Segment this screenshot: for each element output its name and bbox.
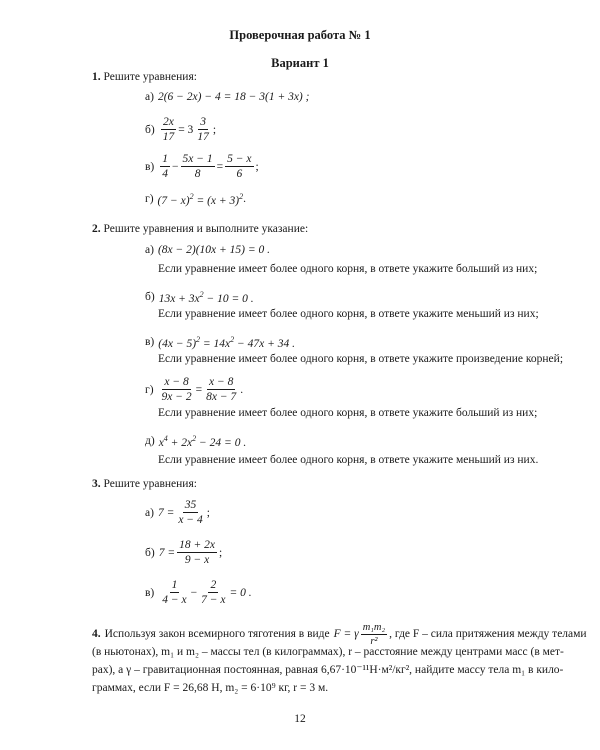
task-2g bbox=[145, 376, 243, 403]
task-1b-mid: = 3 bbox=[178, 123, 194, 136]
eq-part: x bbox=[158, 436, 164, 449]
eq-part: 13x + 3x bbox=[158, 292, 200, 305]
task-2a-note: Если уравнение имеет более одного корня, в ответе укажите больший из них; bbox=[158, 263, 538, 275]
task-4-number: 4. bbox=[92, 627, 101, 640]
task-1v-fraction-3 bbox=[225, 153, 253, 180]
fraction-numerator: 1 bbox=[170, 579, 180, 593]
task-1g-end: . bbox=[243, 193, 246, 206]
task-2a-label: а) bbox=[145, 244, 154, 256]
task-2v-equation bbox=[158, 335, 295, 350]
fraction-numerator: 5x − 1 bbox=[181, 153, 215, 167]
task-2v-label: в) bbox=[145, 336, 155, 349]
exponent: 4 bbox=[163, 434, 168, 443]
task-1g bbox=[145, 192, 246, 207]
task-3b-fraction bbox=[177, 539, 217, 566]
task-3b-label: б) bbox=[145, 546, 155, 559]
task-1v-fraction-2 bbox=[181, 153, 215, 180]
task-1v-end: ; bbox=[255, 160, 259, 173]
fraction-numerator: x − 8 bbox=[162, 376, 190, 390]
task-3b-end: ; bbox=[218, 546, 223, 559]
task-3-heading bbox=[92, 478, 197, 490]
task-1v bbox=[145, 153, 259, 180]
task-1a-label: а) bbox=[145, 91, 154, 103]
fraction-denominator: x − 4 bbox=[178, 514, 203, 527]
fraction-numerator: 18 + 2x bbox=[177, 539, 217, 553]
task-4-formula-left: F = γ bbox=[333, 627, 359, 640]
exponent: 2 bbox=[192, 434, 197, 443]
task-2d-note: Если уравнение имеет более одного корня, в ответе укажите меньший из них. bbox=[158, 454, 539, 466]
task-2b-note: Если уравнение имеет более одного корня, в ответе укажите меньший из них; bbox=[158, 308, 539, 320]
task-1v-op: − bbox=[172, 160, 179, 173]
task-2d-equation bbox=[159, 434, 247, 449]
task-2g-fraction-2 bbox=[204, 376, 238, 403]
task-4-line-1-a: Используя закон всемирного тяготения в виде bbox=[104, 627, 330, 640]
task-1b-end: ; bbox=[212, 123, 217, 136]
task-2a-equation: (8x − 2)(10x + 15) = 0 . bbox=[157, 244, 270, 256]
exponent: 2 bbox=[239, 192, 244, 201]
task-3a bbox=[145, 499, 210, 526]
task-4-line-4: граммах, если F = 26,68 Н, m₂ = 6·10⁹ кг, r = 3 м. bbox=[92, 682, 329, 694]
task-2-number: 2. bbox=[92, 223, 101, 235]
eq-part: − 10 = 0 . bbox=[203, 292, 254, 305]
task-2v bbox=[145, 335, 295, 350]
task-1v-eq: = bbox=[216, 160, 224, 173]
fraction-numerator: 1 bbox=[160, 153, 170, 167]
task-4-formula-fraction bbox=[361, 622, 387, 647]
fraction-numerator: 35 bbox=[183, 499, 199, 513]
task-4-line-3: рах), а γ – гравитационная постоянная, равная 6,67·10⁻¹¹Н·м²/кг², найдите массу тела m₁ в кило- bbox=[92, 664, 564, 676]
eq-part: (4x − 5) bbox=[158, 337, 197, 350]
task-3v-label: в) bbox=[145, 586, 155, 599]
fraction-denominator: 17 bbox=[162, 131, 175, 144]
eq-part: − 24 = 0 . bbox=[196, 436, 247, 449]
fraction-denominator: 7 − x bbox=[201, 594, 226, 607]
task-2b-equation bbox=[159, 290, 254, 305]
page-number: 12 bbox=[294, 713, 306, 725]
task-3b-left: 7 = bbox=[158, 546, 176, 559]
task-1b bbox=[145, 116, 216, 143]
fraction-denominator: 9 − x bbox=[184, 554, 210, 567]
fraction-denominator: r² bbox=[370, 636, 378, 648]
eq-part: − 47x + 34 . bbox=[234, 337, 296, 350]
task-1-text: Решите уравнения: bbox=[103, 71, 197, 83]
exponent: 2 bbox=[196, 335, 201, 344]
fraction-numerator: 2x bbox=[161, 116, 176, 130]
task-1a bbox=[145, 91, 309, 103]
task-1-number: 1. bbox=[92, 71, 101, 83]
task-3a-left: 7 = bbox=[157, 506, 175, 519]
page-title: Проверочная работа № 1 bbox=[229, 28, 371, 42]
task-3v-end: = 0 . bbox=[229, 586, 252, 599]
fraction-denominator: 8 bbox=[194, 168, 201, 181]
fraction-numerator: 3 bbox=[198, 116, 208, 130]
task-3v-fraction-2 bbox=[199, 579, 227, 606]
task-3v-fraction-1 bbox=[160, 579, 188, 606]
fraction-denominator: 9x − 2 bbox=[161, 391, 192, 404]
fraction-denominator: 4 − x bbox=[162, 594, 187, 607]
exponent: 2 bbox=[189, 192, 194, 201]
task-1g-equation bbox=[158, 192, 244, 207]
task-3v bbox=[145, 579, 252, 606]
exponent: 2 bbox=[199, 290, 204, 299]
task-1v-fraction-1 bbox=[160, 153, 170, 180]
task-1-heading bbox=[92, 71, 197, 83]
task-2-text: Решите уравнения и выполните указание: bbox=[103, 223, 309, 235]
task-2g-end: . bbox=[240, 383, 244, 396]
fraction-numerator: 5 − x bbox=[225, 153, 253, 167]
variant-heading: Вариант 1 bbox=[271, 56, 329, 70]
task-2b bbox=[145, 290, 254, 305]
task-4-line-1-b: , где F – сила притяжения между телами bbox=[389, 627, 587, 640]
task-3-text: Решите уравнения: bbox=[103, 478, 197, 490]
task-1b-fraction bbox=[161, 116, 177, 143]
fraction-denominator: 8x − 7 bbox=[206, 391, 237, 404]
task-3b bbox=[145, 539, 222, 566]
task-1b-mixed-fraction bbox=[195, 116, 211, 143]
task-2b-label: б) bbox=[145, 291, 155, 304]
task-2g-eq: = bbox=[195, 383, 203, 396]
eq-part: = 14x bbox=[200, 337, 231, 350]
task-2g-label: г) bbox=[145, 383, 154, 396]
task-2d bbox=[145, 434, 246, 449]
fraction-denominator: 6 bbox=[236, 168, 243, 181]
task-2g-fraction-1 bbox=[160, 376, 194, 403]
task-3a-fraction bbox=[176, 499, 204, 526]
fraction-numerator: m₁m₂ bbox=[361, 622, 387, 635]
exponent: 2 bbox=[230, 335, 235, 344]
task-2d-label: д) bbox=[145, 435, 155, 448]
task-1v-label: в) bbox=[145, 160, 155, 173]
fraction-denominator: 4 bbox=[162, 168, 169, 181]
fraction-numerator: x − 8 bbox=[207, 376, 235, 390]
eq-part: = (x + 3) bbox=[193, 194, 240, 207]
task-3-number: 3. bbox=[92, 478, 101, 490]
task-1g-label: г) bbox=[145, 193, 154, 206]
task-4-line-2: (в ньютонах), m₁ и m₂ – массы тел (в килограммах), r – расстояние между центрами масс (в мет- bbox=[92, 646, 564, 658]
task-1a-equation: 2(6 − 2x) − 4 = 18 − 3(1 + 3x) ; bbox=[157, 91, 310, 103]
task-2a bbox=[145, 244, 270, 256]
task-1b-label: б) bbox=[145, 123, 155, 136]
task-3a-label: а) bbox=[145, 506, 154, 519]
task-2-heading bbox=[92, 223, 308, 235]
task-2v-note: Если уравнение имеет более одного корня, в ответе укажите произведение корней; bbox=[158, 353, 564, 365]
task-4-line-1 bbox=[92, 622, 587, 647]
task-3a-end: ; bbox=[206, 506, 210, 519]
fraction-numerator: 2 bbox=[208, 579, 218, 593]
fraction-denominator: 17 bbox=[197, 131, 209, 144]
eq-part: (7 − x) bbox=[157, 194, 190, 207]
eq-part: + 2x bbox=[167, 436, 193, 449]
task-2g-note: Если уравнение имеет более одного корня, в ответе укажите больший из них; bbox=[158, 407, 538, 419]
task-3v-op: − bbox=[190, 586, 198, 599]
